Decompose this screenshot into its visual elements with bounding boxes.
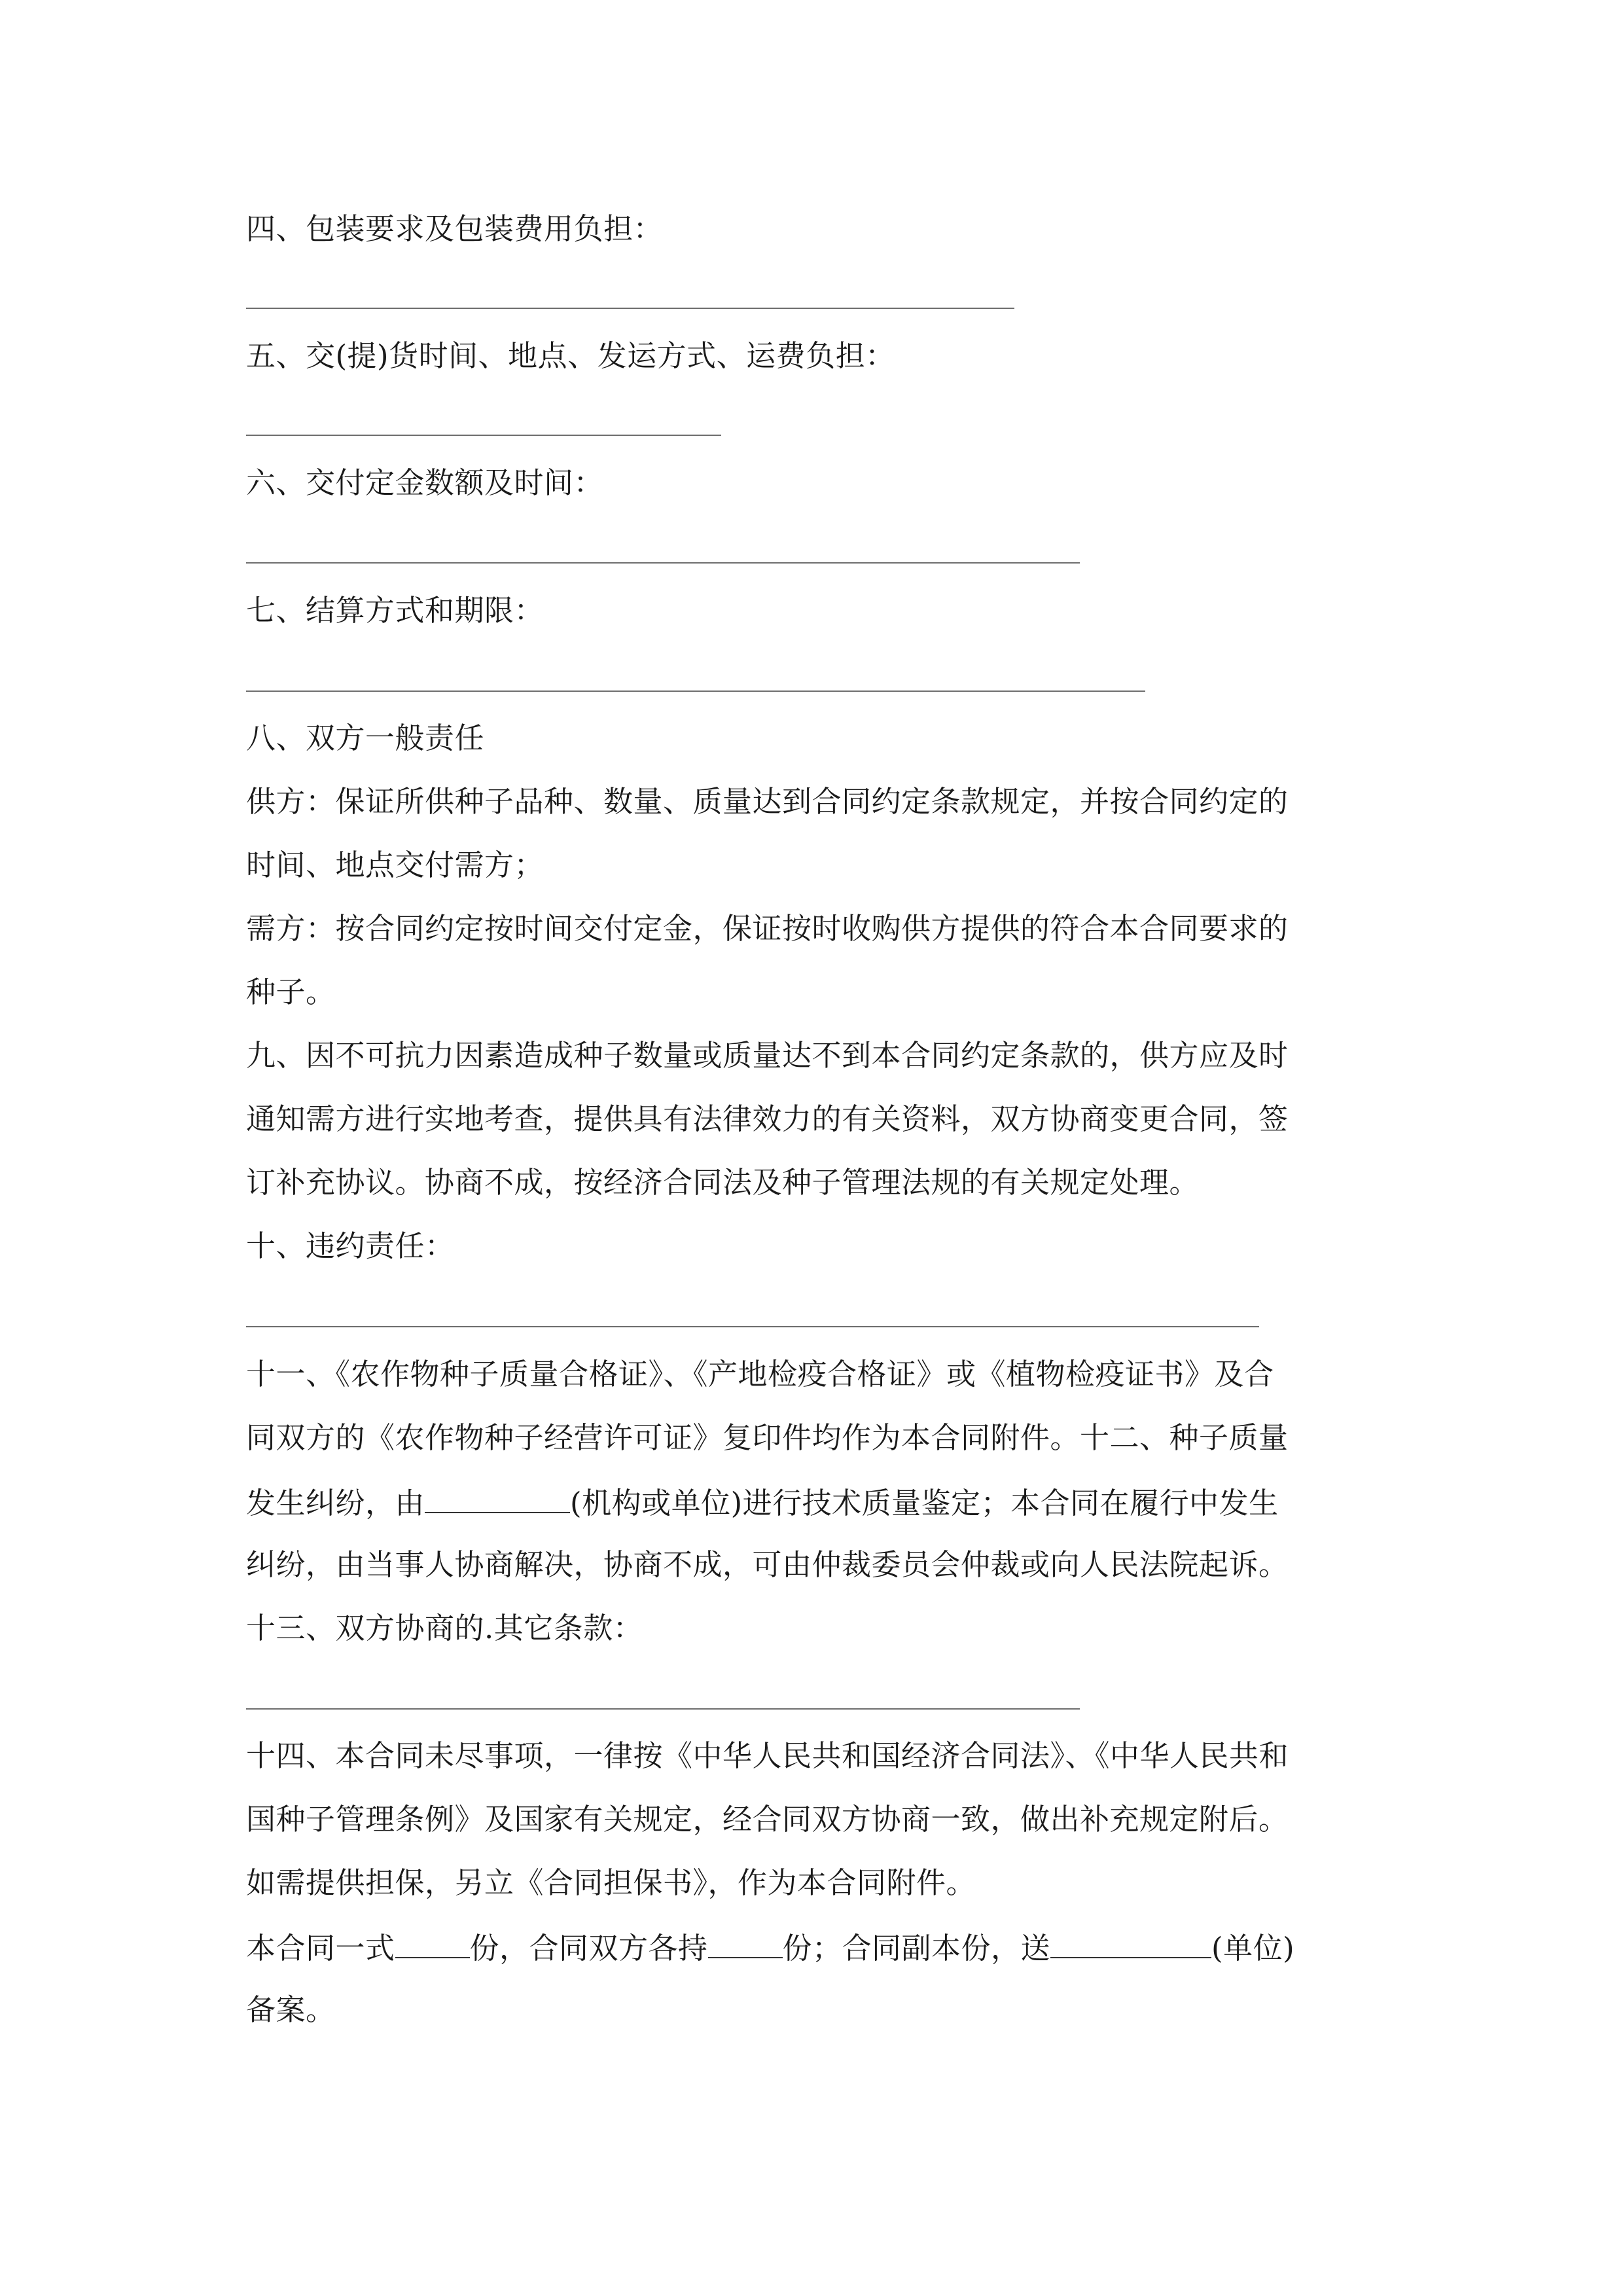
section-9-line-2: 通知需方进行实地考查，提供具有法律效力的有关资料，双方协商变更合同，签 [246,1102,1289,1136]
section-10-title: 十、违约责任： [246,1229,455,1263]
copies-line-2: 备案。 [246,1992,336,2027]
section-9-line-3: 订补充协议。协商不成，按经济合同法及种子管理法规的有关规定处理。 [246,1165,1200,1200]
section-4-fill-line [246,308,1014,309]
total-copies-blank [395,1927,470,1958]
section-6-fill-line [246,562,1080,564]
section-11-line-3 [246,1482,1279,1521]
section-11-line-1: 十一、《农作物种子质量合格证》、《产地检疫合格证》或《植物检疫证书》及合 [246,1357,1274,1391]
section-8-supplier-line-2: 时间、地点交付需方； [246,848,544,882]
section-7-fill-line [246,691,1145,692]
section-8-supplier-line-1: 供方：保证所供种子品种、数量、质量达到合同约定条款规定，并按合同约定的 [246,784,1289,819]
section-11-line-2: 同双方的《农作物种子经营许可证》复印件均作为本合同附件。十二、种子质量 [246,1420,1289,1455]
section-8-title: 八、双方一般责任 [246,721,485,755]
section-14-line-3: 如需提供担保，另立《合同担保书》，作为本合同附件。 [246,1865,976,1900]
section-4-title: 四、包装要求及包装费用负担： [246,211,664,246]
filing-unit-blank [1050,1927,1211,1958]
section-5-fill-line [246,435,721,436]
section-10-fill-line [246,1326,1259,1327]
section-11-line-4: 纠纷，由当事人协商解决，协商不成，可由仲裁委员会仲裁或向人民法院起诉。 [246,1547,1289,1582]
section-9-line-1: 九、因不可抗力因素造成种子数量或质量达不到本合同约定条款的，供方应及时 [246,1038,1289,1073]
section-11-line-3-start: 发生纠纷，由 [246,1486,425,1520]
copies-line [246,1927,1294,1966]
section-13-title: 十三、双方协商的.其它条款： [246,1611,643,1645]
section-8-buyer-line-1: 需方：按合同约定按时间交付定金，保证按时收购供方提供的符合本合同要求的 [246,911,1289,946]
section-7-title: 七、结算方式和期限： [246,593,544,628]
section-6-title: 六、交付定金数额及时间： [246,465,604,500]
copies-text-2: 份，合同双方各持 [469,1931,708,1965]
copies-each-blank [708,1927,783,1958]
section-13-fill-line [246,1708,1080,1710]
section-11-line-3-end: (机构或单位)进行技术质量鉴定；本合同在履行中发生 [570,1486,1279,1520]
copies-text-4: (单位) [1211,1931,1295,1965]
copies-text-3: 份；合同副本份，送 [782,1931,1051,1965]
inspection-agency-blank [425,1482,570,1513]
copies-text-1: 本合同一式 [246,1931,395,1965]
section-5-title: 五、交(提)货时间、地点、发运方式、运费负担： [246,338,895,373]
section-14-line-2: 国种子管理条例》及国家有关规定，经合同双方协商一致，做出补充规定附后。 [246,1802,1289,1837]
section-14-line-1: 十四、本合同未尽事项，一律按《中华人民共和国经济合同法》、《中华人民共和 [246,1738,1289,1773]
section-8-buyer-line-2: 种子。 [246,975,336,1009]
